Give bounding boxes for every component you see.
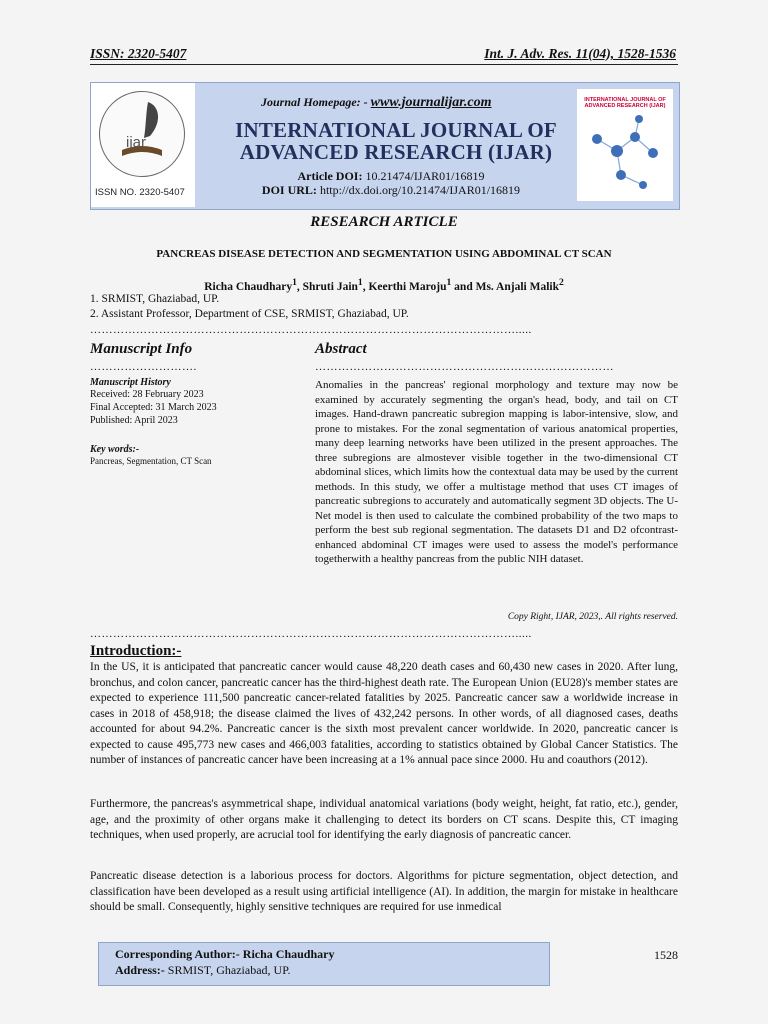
journal-title: INTERNATIONAL JOURNAL OF ADVANCED RESEARCH (IJAR) — [235, 118, 557, 164]
paper-title: PANCREAS DISEASE DETECTION AND SEGMENTATION USING ABDOMINAL CT SCAN — [156, 248, 612, 260]
manuscript-info-heading: Manuscript Info — [90, 341, 193, 357]
received-date: Received: 28 February 2023 — [90, 389, 204, 400]
header-rule — [90, 64, 678, 65]
author-address: Address:- SRMIST, Ghaziabad, UP. — [115, 963, 291, 977]
author-name: Keerthi Maroju — [368, 280, 447, 293]
ijar-logo — [91, 83, 195, 207]
affiliation-2: 2. Assistant Professor, Department of CSE, SRMIST, Ghaziabad, UP. — [90, 308, 409, 320]
intro-paragraph-1: In the US, it is anticipated that pancreatic cancer would cause 48,220 death cases and 60,430 new cases in 2020. After lung, bronchus, and colon cancer, pancreatic cancer has the third-highest death rate. The European Union (EU28)'s member states are expected to experience 111,500 pancreatic cancer-related fatalities by 2025. Pancreatic cancer saw a worldwide increase in cases in 2018 of 458,918; the disease claimed the lives of 432,242 persons. In other words, of all diagnosed cases, deaths accounted for about 94.2%. Pancreatic cancer is the sixth most prevalent cancer worldwide. In 2020, pancreatic cancer is expected to cause 495,773 new cases and 466,003 fatalities, according to statistics obtained by Global Cancer Statistics. The number of instances of pancreatic cancer have been increasing at a 1% annual pace since 2000. Hu and coauthors (2012). — [90, 661, 678, 766]
article-type: RESEARCH ARTICLE — [310, 214, 458, 230]
separator-line: …………………………………………………………………………………………………..... — [90, 324, 532, 336]
copyright: Copy Right, IJAR, 2023,. All rights reserved. — [507, 612, 678, 622]
abstract-heading: Abstract — [315, 341, 367, 357]
page-number: 1528 — [654, 948, 678, 962]
corresponding-author: Corresponding Author:- Richa Chaudhary — [115, 947, 335, 961]
author-list: Richa Chaudhary$^1$, Shruti Jain$^1$, Keerthi Maroju$^1$ and Ms. Anjali Malik$^2$ — [204, 277, 564, 293]
homepage-link[interactable]: www.journalijar.com — [370, 95, 492, 110]
citation-header: Int. J. Adv. Res. 11(04), 1528-1536 — [484, 46, 676, 61]
author-name: Richa Chaudhary — [204, 280, 293, 293]
published-date: Published: April 2023 — [90, 415, 178, 426]
article-doi-label: Article DOI: — [297, 169, 363, 183]
journal-banner — [90, 82, 680, 210]
abstract-text: Anomalies in the pancreas' regional morphology and texture may now be examined by accurately segmenting the organ's head, body, and tail on CT images. Hand-drawn pancreatic subregion mapping is labor-intensive, slow, and prone to mistakes. For the zonal segmentation of various anatomical properties, many deep learning networks have been utilized in the present approaches. The three subregions are almostever visible together in the two-dimensional CT abdominal slices, which limits how the contextual data may be used by the current methods. In this study, we offer a multistage method that uses CT images of pancreatic subregions to accurately and automatically segment 3D objects. The U-Net model is then used to calculate the combined probability of the two maps to perform the best sub regional segmentation. The datasets D1 and D2 ofcontrast-enhanced abdominal CT images were used to assess the model's performance togetherwith a healthy pancreas from the public NIH dataset. — [315, 379, 678, 565]
journal-homepage — [261, 95, 492, 111]
keywords-label: Key words:- — [90, 444, 140, 455]
separator-line: ………………………. — [90, 361, 197, 373]
cover-title: INTERNATIONAL JOURNAL OF ADVANCED RESEARCH (IJAR) — [584, 97, 666, 109]
doi-url-link[interactable]: http://dx.doi.org/10.21474/IJAR01/16819 — [319, 183, 521, 197]
keywords: Pancreas, Segmentation, CT Scan — [90, 456, 212, 466]
issn-header: ISSN: 2320-5407 — [90, 46, 187, 61]
journal-cover-image — [577, 89, 673, 201]
separator-line: …………………………………………………………………………………………………..... — [90, 628, 532, 640]
logo-text: ijar — [126, 134, 147, 151]
intro-paragraph-2: Furthermore, the pancreas's asymmetrical shape, individual anatomical variations (body weight, height, fat ratio, etc.), gender, age, and the proximity of other organs make it challenging to detect its borders on CT scans. Despite this, CT imaging techniques, when used properly, are acrucial tool for identifying the early diagnosis of pancreatic cancer. — [90, 798, 678, 841]
logo-emblem — [99, 91, 185, 177]
author-name: Shruti Jain — [302, 280, 358, 293]
author-name: Ms. Anjali Malik — [475, 280, 559, 293]
doi-url-label: DOI URL: — [261, 183, 317, 197]
accepted-date: Final Accepted: 31 March 2023 — [90, 402, 217, 413]
logo-issn: ISSN NO. 2320-5407 — [95, 187, 185, 198]
corresponding-author-box — [98, 942, 550, 986]
doi-block — [231, 169, 551, 197]
homepage-label: Journal Homepage: - — [261, 95, 371, 109]
affiliation-1: 1. SRMIST, Ghaziabad, UP. — [90, 293, 220, 305]
separator-line: …………………………………………………………………… — [315, 361, 614, 373]
introduction-heading: Introduction:- — [90, 643, 182, 659]
intro-paragraph-3: Pancreatic disease detection is a laborious process for doctors. Algorithms for picture segmentation, object detection, and classification have been developed as a result using artificial intelligence (AI). In addition, the margin for mistake in healthcare should be small. Consequently, highly sensitive techniques are required for use inmedical — [90, 870, 678, 913]
article-doi: 10.21474/IJAR01/16819 — [365, 169, 485, 183]
manuscript-history-label: Manuscript History — [90, 377, 171, 388]
